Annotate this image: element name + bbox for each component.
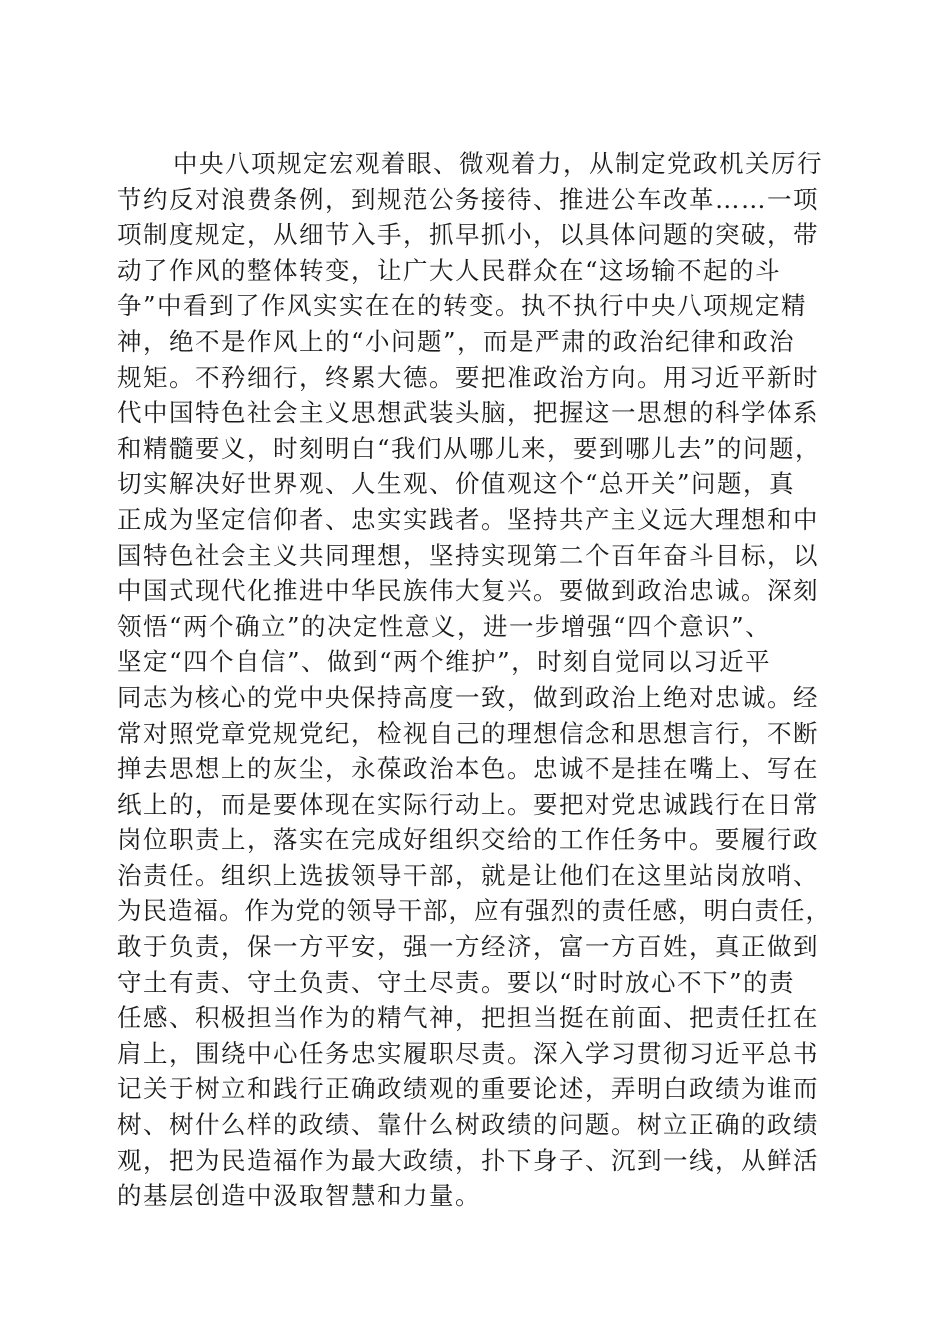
paragraph-line: 掸去思想上的灰尘，永葆政治本色。忠诚不是挂在嘴上、写在: [117, 754, 819, 784]
paragraph-line: 项制度规定，从细节入手，抓早抓小，以具体问题的突破，带: [117, 220, 819, 250]
paragraph-line: 任感、积极担当作为的精气神，把担当挺在前面、把责任扛在: [117, 1003, 819, 1033]
paragraph-line: 观，把为民造福作为最大政绩，扑下身子、沉到一线，从鲜活: [117, 1145, 819, 1175]
paragraph-line: 领悟“两个确立”的决定性意义，进一步增强“四个意识”、: [117, 611, 772, 641]
paragraph-line: 树、树什么样的政绩、靠什么树政绩的问题。树立正确的政绩: [117, 1110, 819, 1140]
paragraph-line: 为民造福。作为党的领导干部，应有强烈的责任感，明白责任，: [117, 896, 831, 926]
paragraph-line: 常对照党章党规党纪，检视自己的理想信念和思想言行，不断: [117, 718, 819, 748]
document-body: [117, 146, 837, 1214]
paragraph-line: 国特色社会主义共同理想，坚持实现第二个百年奋斗目标，以: [117, 540, 819, 570]
paragraph-line: 治责任。组织上选拔领导干部，就是让他们在这里站岗放哨、: [117, 860, 819, 890]
paragraph-line: 神，绝不是作风上的“小问题”，而是严肃的政治纪律和政治: [117, 326, 796, 356]
paragraph-line: 肩上，围绕中心任务忠实履职尽责。深入学习贯彻习近平总书: [117, 1038, 819, 1068]
paragraph-line: 正成为坚定信仰者、忠实实践者。坚持共产主义远大理想和中: [117, 504, 819, 534]
paragraph-line: 纸上的，而是要体现在实际行动上。要把对党忠诚践行在日常: [117, 789, 819, 819]
paragraph-line: 守土有责、守土负责、守土尽责。要以“时时放心不下”的责: [117, 967, 796, 997]
paragraph-line: 同志为核心的党中央保持高度一致，做到政治上绝对忠诚。经: [117, 682, 819, 712]
paragraph-line: 争”中看到了作风实实在在的转变。执不执行中央八项规定精: [117, 291, 808, 321]
paragraph-line: 和精髓要义，时刻明白“我们从哪儿来，要到哪儿去”的问题，: [117, 433, 822, 463]
paragraph-line: 的基层创造中汲取智慧和力量。: [117, 1181, 481, 1211]
paragraph-line: 节约反对浪费条例，到规范公务接待、推进公车改革……一项: [117, 184, 819, 214]
paragraph-line: 规矩。不矜细行，终累大德。要把准政治方向。用习近平新时: [117, 362, 819, 392]
paragraph-line: 岗位职责上，落实在完成好组织交给的工作任务中。要履行政: [117, 825, 819, 855]
paragraph-line: 代中国特色社会主义思想武装头脑，把握这一思想的科学体系: [117, 398, 819, 428]
paragraph-line: 中央八项规定宏观着眼、微观着力，从制定党政机关厉行: [173, 149, 823, 178]
paragraph-line: 记关于树立和践行正确政绩观的重要论述，弄明白政绩为谁而: [117, 1074, 819, 1104]
paragraph-line: 中国式现代化推进中华民族伟大复兴。要做到政治忠诚。深刻: [117, 576, 819, 606]
paragraph-line: 动了作风的整体转变，让广大人民群众在“这场输不起的斗: [117, 255, 782, 285]
paragraph-line: 敢于负责，保一方平安，强一方经济，富一方百姓，真正做到: [117, 932, 819, 962]
paragraph-line: 切实解决好世界观、人生观、价值观这个“总开关”问题，真: [117, 469, 796, 499]
paragraph-line: 坚定“四个自信”、做到“两个维护”，时刻自觉同以习近平: [117, 647, 772, 677]
